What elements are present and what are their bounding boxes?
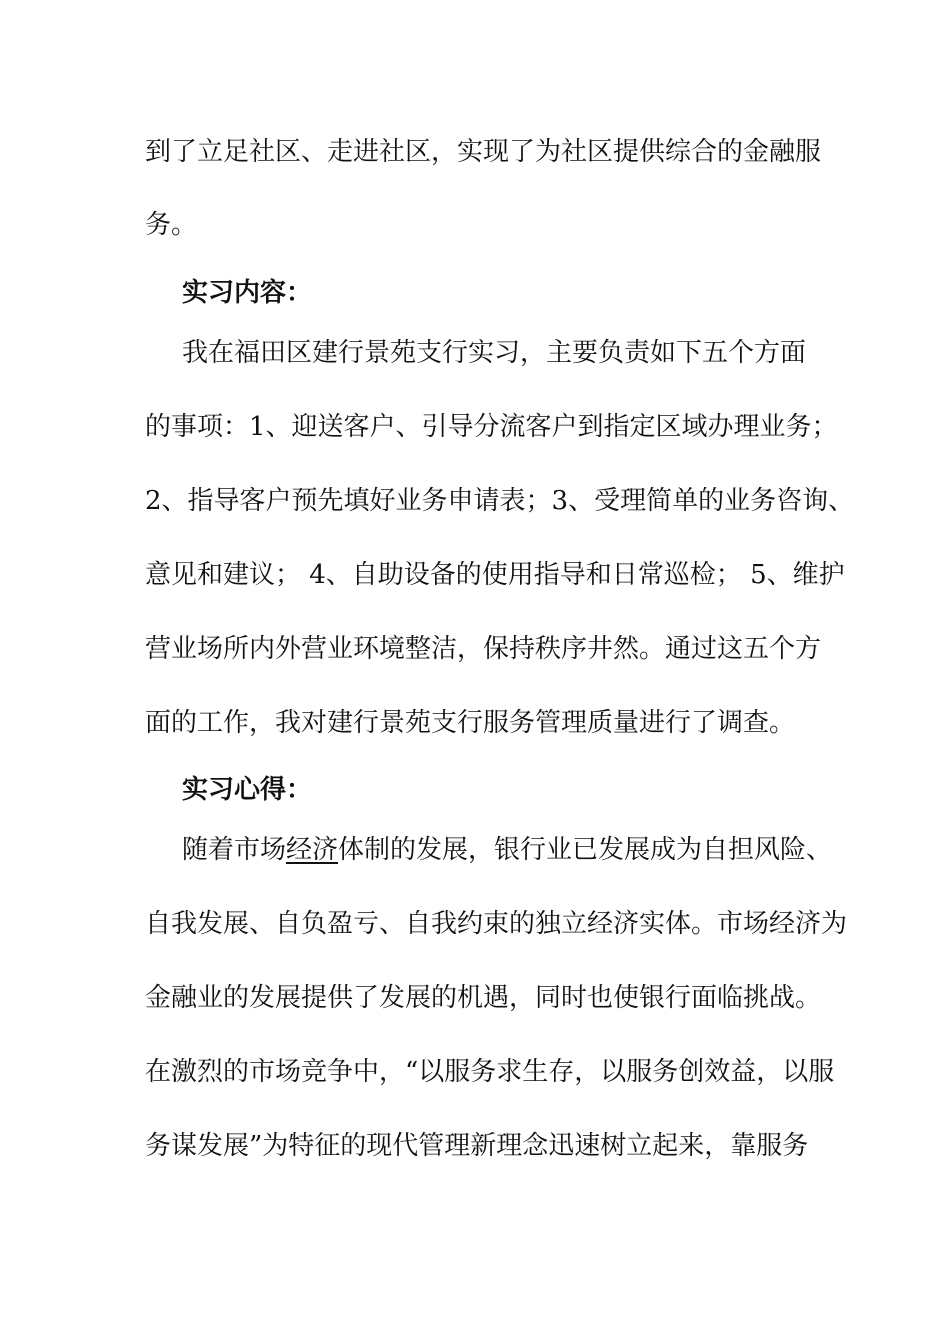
content-paragraph-line-5: 营业场所内外营业环境整洁，保持秩序井然。通过这五个方 — [145, 634, 822, 664]
content-paragraph-line-6: 面的工作，我对建行景苑支行服务管理质量进行了调查。 — [145, 708, 796, 738]
reflection-paragraph-line-5: 务谋发展”为特征的现代管理新理念迅速树立起来，靠服务 — [145, 1131, 809, 1161]
economy-link[interactable]: 经济 — [286, 835, 339, 865]
reflection-paragraph-line-4: 在激烈的市场竞争中，“以服务求生存，以服务创效益，以服 — [145, 1057, 835, 1087]
intro-line-2: 务。 — [145, 210, 198, 240]
section-heading-internship-reflections: 实习心得： — [182, 775, 313, 805]
reflection-paragraph-line-2: 自我发展、自负盈亏、自我约束的独立经济实体。市场经济为 — [145, 909, 848, 939]
content-paragraph-line-1: 我在福田区建行景苑支行实习，主要负责如下五个方面 — [182, 338, 807, 368]
content-paragraph-line-2: 的事项：1、迎送客户、引导分流客户到指定区域办理业务； — [145, 412, 838, 442]
content-paragraph-line-4: 意见和建议； 4、自助设备的使用指导和日常巡检； 5、维护 — [145, 560, 845, 590]
reflection-paragraph-line-1 — [182, 833, 852, 867]
reflection-paragraph-line-3: 金融业的发展提供了发展的机遇，同时也使银行面临挑战。 — [145, 983, 822, 1013]
reflection-text-before-link: 随着市场 — [182, 835, 287, 865]
section-heading-internship-content: 实习内容： — [182, 278, 313, 308]
intro-line-1: 到了立足社区、走进社区，实现了为社区提供综合的金融服 — [145, 137, 822, 167]
reflection-text-after-link: 体制的发展，银行业已发展成为自担风险、 — [338, 835, 833, 865]
content-paragraph-line-3: 2、指导客户预先填好业务申请表；3、受理简单的业务咨询、 — [145, 486, 855, 516]
